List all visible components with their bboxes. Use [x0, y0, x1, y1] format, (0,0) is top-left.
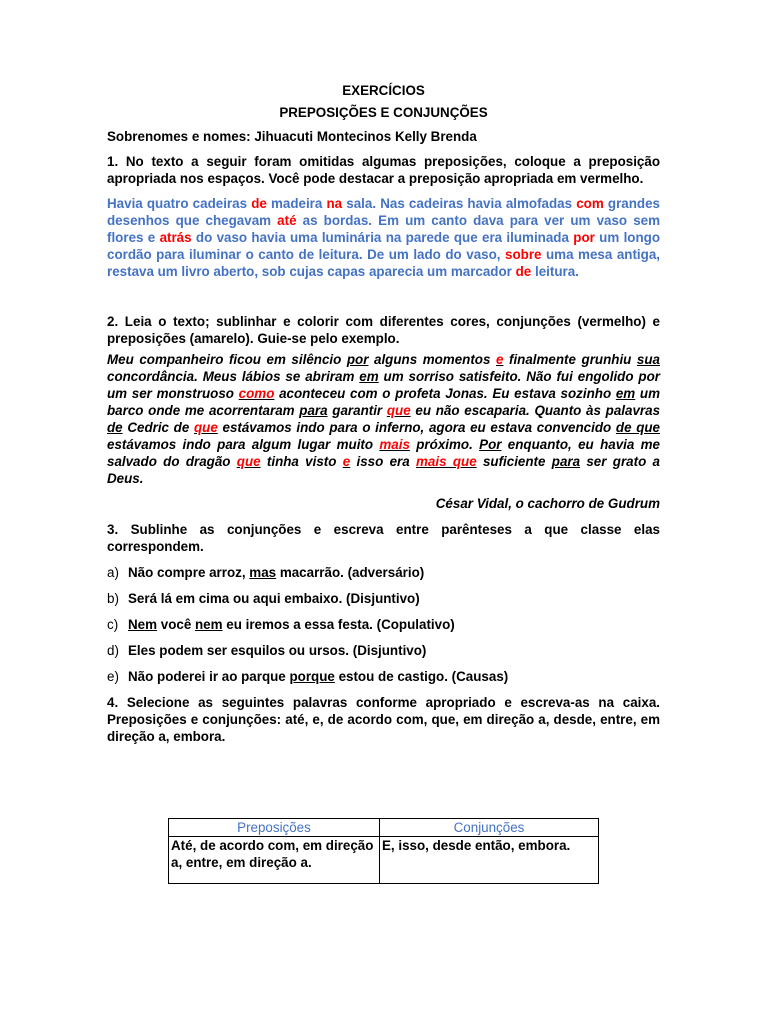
answer-preposition: de	[251, 196, 267, 211]
text-segment: grandes desenhos que chegavam	[107, 196, 660, 228]
exercise2-paragraph	[107, 351, 660, 487]
text-segment: tinha visto	[260, 454, 343, 469]
header-preposicoes: Preposições	[169, 819, 380, 837]
text-segment: leitura.	[531, 264, 579, 279]
exercise1-paragraph	[107, 195, 660, 280]
text-segment: sala. Nas cadeiras havia almofadas	[342, 196, 577, 211]
exercise4-instruction: 4. Selecione as seguintes palavras conforme apropriado e escreva-as na caixa. Preposições e conjunções: até, e, de acordo com, que, em direção a, desde, entre, em direção a, embora.	[107, 695, 660, 744]
answer-preposition: até	[277, 213, 297, 228]
text-segment: enquanto, eu havia me salvado do dragão	[107, 437, 660, 469]
header-conjuncoes: Conjunções	[380, 819, 599, 837]
answer-preposition: de	[515, 264, 532, 279]
list-item-text: Será lá em cima ou aqui embaixo. (Disjuntivo)	[128, 591, 420, 606]
cell-conjuncoes: E, isso, desde então, embora.	[380, 837, 599, 884]
text-segment: as bordas. Em um canto dava para ver um vaso sem flores e	[107, 213, 661, 245]
marked-conjunction: que	[194, 420, 218, 435]
list-item-text: eu iremos a essa festa. (Copulativo)	[222, 617, 455, 632]
text-segment: um barco onde me acorrentaram	[107, 386, 660, 418]
text-segment: concordância. Meus lábios se abriram	[107, 369, 360, 384]
text-segment: alguns momentos	[368, 352, 496, 367]
list-item-text: Não compre arroz,	[128, 565, 250, 580]
answer-preposition: na	[326, 196, 343, 211]
text-segment: suficiente	[476, 454, 552, 469]
page-subtitle: PREPOSIÇÕES E CONJUNÇÕES	[279, 105, 488, 120]
text-segment: um longo cordão para iluminar o canto de leitura. De um lado do vaso,	[107, 230, 661, 262]
text-segment: aconteceu com o profeta Jonas. Eu estava sozinho	[274, 386, 616, 401]
marked-conjunction: que	[386, 403, 411, 418]
marked-preposition: de que	[615, 420, 661, 435]
list-item-marker: a)	[107, 565, 119, 580]
marked-preposition: em	[615, 386, 636, 401]
document-content	[107, 82, 660, 745]
text-segment: do vaso havia uma luminária na parede que era iluminada	[191, 230, 574, 245]
marked-preposition: sua	[636, 352, 660, 367]
student-names: Sobrenomes e nomes: Jihuacuti Montecinos Kelly Brenda	[107, 129, 477, 144]
text-segment: isso era	[350, 454, 417, 469]
marked-preposition: de	[107, 420, 123, 435]
citation: César Vidal, o cachorro de Gudrum	[435, 496, 660, 511]
exercise1-instruction: 1. No texto a seguir foram omitidas algumas preposições, coloque a preposição apropriada nos espaços. Você pode destacar a preposição apropriada em vermelho.	[107, 154, 660, 186]
list-item	[107, 564, 660, 581]
list-item-marker: b)	[107, 591, 119, 606]
cell-preposicoes: Até, de acordo com, em direção a, entre, em direção a.	[169, 837, 380, 884]
underlined-conjunction: Nem	[128, 617, 158, 632]
list-item	[107, 642, 660, 659]
answer-table	[168, 818, 599, 884]
list-item-text: Eles podem ser esquilos ou ursos. (Disjuntivo)	[128, 643, 427, 658]
list-item-marker: e)	[107, 669, 119, 684]
text-segment: madeira	[266, 196, 327, 211]
list-item	[107, 590, 660, 607]
exercise3-instruction: 3. Sublinhe as conjunções e escreva entre parênteses a que classe elas correspondem.	[107, 522, 660, 554]
text-segment: estávamos indo para algum lugar muito	[107, 437, 380, 452]
answer-table-row	[169, 837, 599, 884]
text-segment: garantir	[327, 403, 387, 418]
answer-preposition: atrás	[159, 230, 192, 245]
page-title: EXERCÍCIOS	[342, 83, 425, 98]
answer-preposition: com	[576, 196, 604, 211]
list-item-marker: d)	[107, 643, 119, 658]
marked-conjunction: e	[495, 352, 504, 367]
text-segment: uma mesa antiga, restava um livro aberto, sob cujas capas aparecia um marcador	[107, 247, 660, 279]
marked-preposition: para	[551, 454, 581, 469]
underlined-conjunction: nem	[195, 617, 223, 632]
list-item-text: Não poderei ir ao parque	[128, 669, 290, 684]
list-item	[107, 616, 660, 633]
text-segment: próximo.	[409, 437, 480, 452]
marked-preposition: por	[346, 352, 369, 367]
exercise2-instruction: 2. Leia o texto; sublinhar e colorir com diferentes cores, conjunções (vermelho) e preposições (amarelo). Guie-se pelo exemplo.	[107, 314, 660, 346]
marked-conjunction: como	[238, 386, 275, 401]
list-item	[107, 668, 660, 685]
exercise3-list	[107, 564, 660, 685]
text-segment: finalmente grunhiu	[503, 352, 637, 367]
list-item-text: macarrão. (adversário)	[276, 565, 425, 580]
text-segment: eu não escaparia. Quanto às palavras	[410, 403, 661, 418]
text-segment: Cedric de	[122, 420, 194, 435]
text-segment: Havia quatro cadeiras	[107, 196, 252, 211]
marked-conjunction: e	[342, 454, 351, 469]
answer-preposition: sobre	[505, 247, 542, 262]
text-segment: ser grato a Deus.	[107, 454, 660, 486]
text-segment: estávamos indo para o inferno, agora eu estava convencido	[217, 420, 616, 435]
marked-preposition: Por	[479, 437, 502, 452]
marked-conjunction: mais que	[416, 454, 477, 469]
marked-preposition: para	[299, 403, 328, 418]
answer-table-header-row	[169, 819, 599, 837]
list-item-text: você	[157, 617, 195, 632]
text-segment: Meu companheiro ficou em silêncio	[107, 352, 347, 367]
marked-preposition: em	[359, 369, 379, 384]
underlined-conjunction: mas	[249, 565, 277, 580]
marked-conjunction: mais	[379, 437, 410, 452]
underlined-conjunction: porque	[289, 669, 335, 684]
answer-preposition: por	[573, 230, 595, 245]
list-item-marker: c)	[107, 617, 119, 632]
text-segment: um sorriso satisfeito. Não fui engolido por um ser monstruoso	[107, 369, 661, 401]
list-item-text: estou de castigo. (Causas)	[334, 669, 509, 684]
marked-conjunction: que	[236, 454, 261, 469]
